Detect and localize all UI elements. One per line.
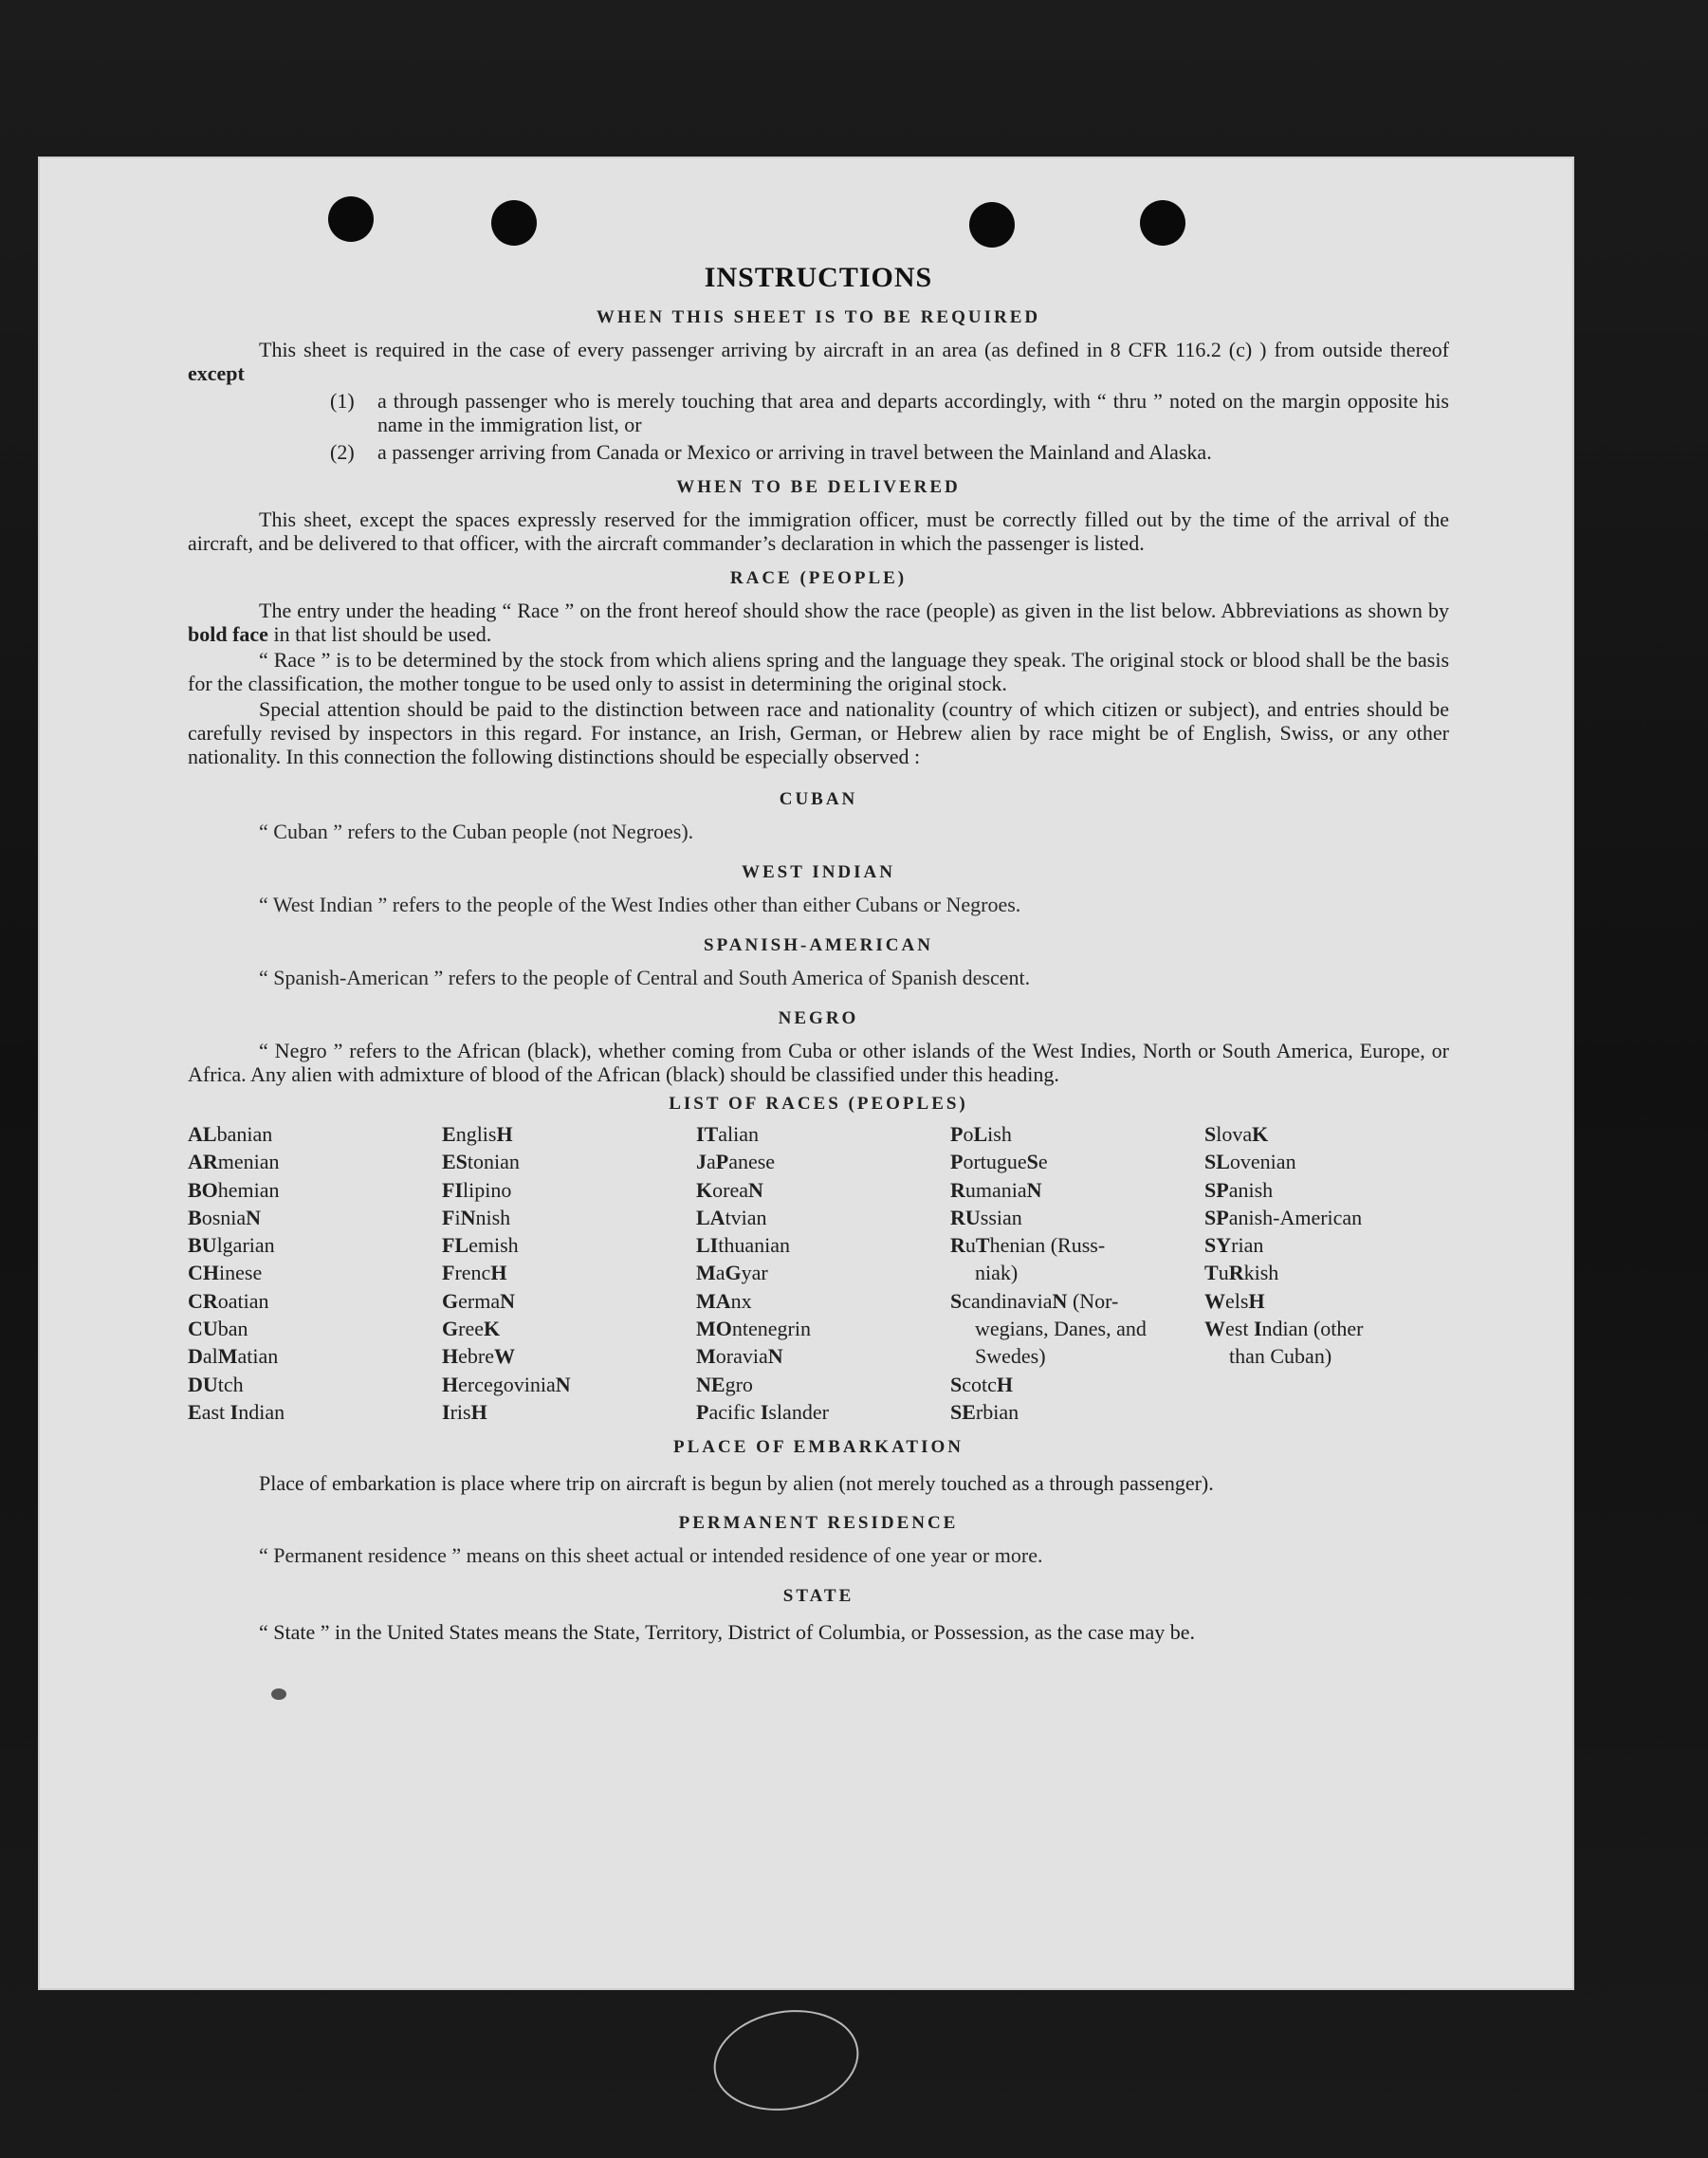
race-entry-continued: wegians, Danes, and Swedes) [975,1317,1147,1369]
race-entry: SErbian [950,1399,1019,1424]
race-entry: FLemish [442,1233,519,1258]
document-sheet [38,157,1574,1990]
punch-hole-2 [491,200,537,246]
race-entry: SYrian [1204,1233,1264,1258]
race-entry: PortugueSe [950,1150,1048,1174]
race-entry: SlovaK [1204,1122,1269,1146]
race-entry: ScotcH [950,1372,1014,1396]
race-entry: SPanish [1204,1177,1274,1202]
race-entry: RumaniaN [950,1177,1042,1202]
race-entry: BOhemian [188,1177,280,1202]
race-entry: MaGyar [696,1261,768,1285]
race-entry: CRoatian [188,1288,269,1313]
race-entry: RuThenian (Russ- [950,1233,1106,1258]
race-entry: HercegoviniaN [442,1372,571,1396]
punch-hole-3 [969,202,1015,248]
race-entry-continued: than Cuban) [1229,1344,1332,1369]
race-entry: DUtch [188,1372,244,1396]
punch-hole-1 [328,196,374,242]
ink-smudge [271,1688,286,1700]
race-entry: West Indian (other [1204,1317,1364,1341]
race-entry: KoreaN [696,1177,763,1202]
race-entry: East Indian [188,1399,285,1424]
race-paragraph-2: “ Race ” is to be determined by the stock from which aliens spring and the language they speak. The original stock or blood shall be the basis for the classification, the mother tongue to be used only to assist in determining the original stock. [188,648,1449,695]
race-entry: RUssian [950,1205,1022,1229]
heading-permanent-residence: PERMANENT RESIDENCE [678,1513,959,1534]
punch-hole-4 [1140,200,1185,246]
race-entry: FiNnish [442,1205,511,1229]
race-entry: LIthuanian [696,1233,791,1258]
spanish-american-text: “ Spanish-American ” refers to the people of Central and South America of Spanish descent. [259,966,1031,989]
race-entry: CHinese [188,1261,263,1285]
race-list [188,1120,1449,1426]
race-entry: NEgro [696,1372,753,1396]
race-entry: EStonian [442,1150,520,1174]
race-entry: ARmenian [188,1150,280,1174]
instructions-content [188,256,1449,1649]
race-entry: HebreW [442,1344,515,1369]
negro-text: “ Negro ” refers to the African (black), whether coming from Cuba or other islands of the West Indies, North or South America, Europe, or Africa. Any alien with admixture of blood of the African (black) should be classified under this heading. [188,1039,1449,1086]
race-paragraph-3: Special attention should be paid to the distinction between race and nationality (country of which citizen or subject), and entries should be carefully revised by inspectors in this regard. For instance, an Irish, German, or Hebrew alien by race might be of English, Swiss, or any other nationality. In this connection the following distinctions should be especially observed : [188,697,1449,768]
race-entry: TuRkish [1204,1261,1279,1285]
west-indian-text: “ West Indian ” refers to the people of the West Indies other than either Cubans or Negroes. [259,893,1021,916]
race-entry: JaPanese [696,1150,776,1174]
list-item: (2) a passenger arriving from Canada or Mexico or arriving in travel between the Mainland and Alaska. [330,440,1212,464]
delivered-text: This sheet, except the spaces expressly reserved for the immigration officer, must be correctly filled out by the time of the arrival of the aircraft, and be delivered to that officer, with the aircraft commander’s declaration in which the passenger is listed. [188,507,1449,555]
page-title: INSTRUCTIONS [704,262,933,293]
race-entry: EnglisH [442,1122,513,1146]
race-entry-continued: niak) [975,1261,1019,1285]
race-entry: Pacific Islander [696,1399,829,1424]
race-entry: ITalian [696,1122,760,1146]
race-entry: LAtvian [696,1205,767,1229]
heading-negro: NEGRO [778,1008,859,1028]
race-entry: ALbanian [188,1122,273,1146]
race-entry: FrencH [442,1261,507,1285]
race-entry: MoraviaN [696,1344,783,1369]
race-entry: WelsH [1204,1288,1265,1313]
race-column-1 [188,1120,442,1426]
heading-when-delivered: WHEN TO BE DELIVERED [676,477,961,497]
heading-when-required: WHEN THIS SHEET IS TO BE REQUIRED [596,307,1041,327]
heading-race: RACE (PEOPLE) [729,568,908,588]
heading-spanish-american: SPANISH-AMERICAN [704,935,933,955]
race-entry: MOntenegrin [696,1317,811,1341]
race-entry: MAnx [696,1288,752,1313]
list-item: (1) a through passenger who is merely touching that area and departs accordingly, with “ thru ” noted on the margin opposite his name in the immigration list, or [330,389,1449,436]
race-entry: IrisH [442,1399,487,1424]
embarkation-text: Place of embarkation is place where trip on aircraft is begun by alien (not merely touched as a through passenger). [259,1471,1214,1496]
race-entry: SLovenian [1204,1150,1296,1174]
race-entry: BosniaN [188,1205,262,1229]
heading-list-of-races: LIST OF RACES (PEOPLES) [669,1094,968,1114]
race-entry: GermaN [442,1288,515,1313]
required-intro: This sheet is required in the case of every passenger arriving by aircraft in an area (as defined in 8 CFR 116.2 (c) ) from outside thereof except [188,338,1449,385]
race-entry: BUlgarian [188,1233,275,1258]
heading-embarkation: PLACE OF EMBARKATION [673,1437,964,1458]
race-column-4 [950,1120,1204,1426]
race-column-3 [696,1120,950,1426]
heading-west-indian: WEST INDIAN [742,862,895,882]
heading-state: STATE [782,1586,854,1607]
race-paragraph-1: The entry under the heading “ Race ” on the front hereof should show the race (people) as given in the list below. Abbreviations as shown by bold face in that list should be used. [188,599,1449,646]
race-entry: PoLish [950,1122,1012,1146]
race-entry: FIlipino [442,1177,512,1202]
race-entry: GreeK [442,1317,501,1341]
cuban-text: “ Cuban ” refers to the Cuban people (not Negroes). [259,820,694,843]
state-text: “ State ” in the United States means the State, Territory, District of Columbia, or Possession, as the case may be. [259,1620,1196,1645]
race-entry: CUban [188,1317,248,1341]
race-column-5 [1204,1120,1459,1426]
race-column-2 [442,1120,696,1426]
residence-text: “ Permanent residence ” means on this sheet actual or intended residence of one year or more. [259,1543,1043,1568]
race-entry: SPanish-American [1204,1205,1363,1229]
race-entry: ScandinaviaN (Nor- [950,1288,1119,1313]
heading-cuban: CUBAN [779,789,858,809]
race-entry: DalMatian [188,1344,279,1369]
